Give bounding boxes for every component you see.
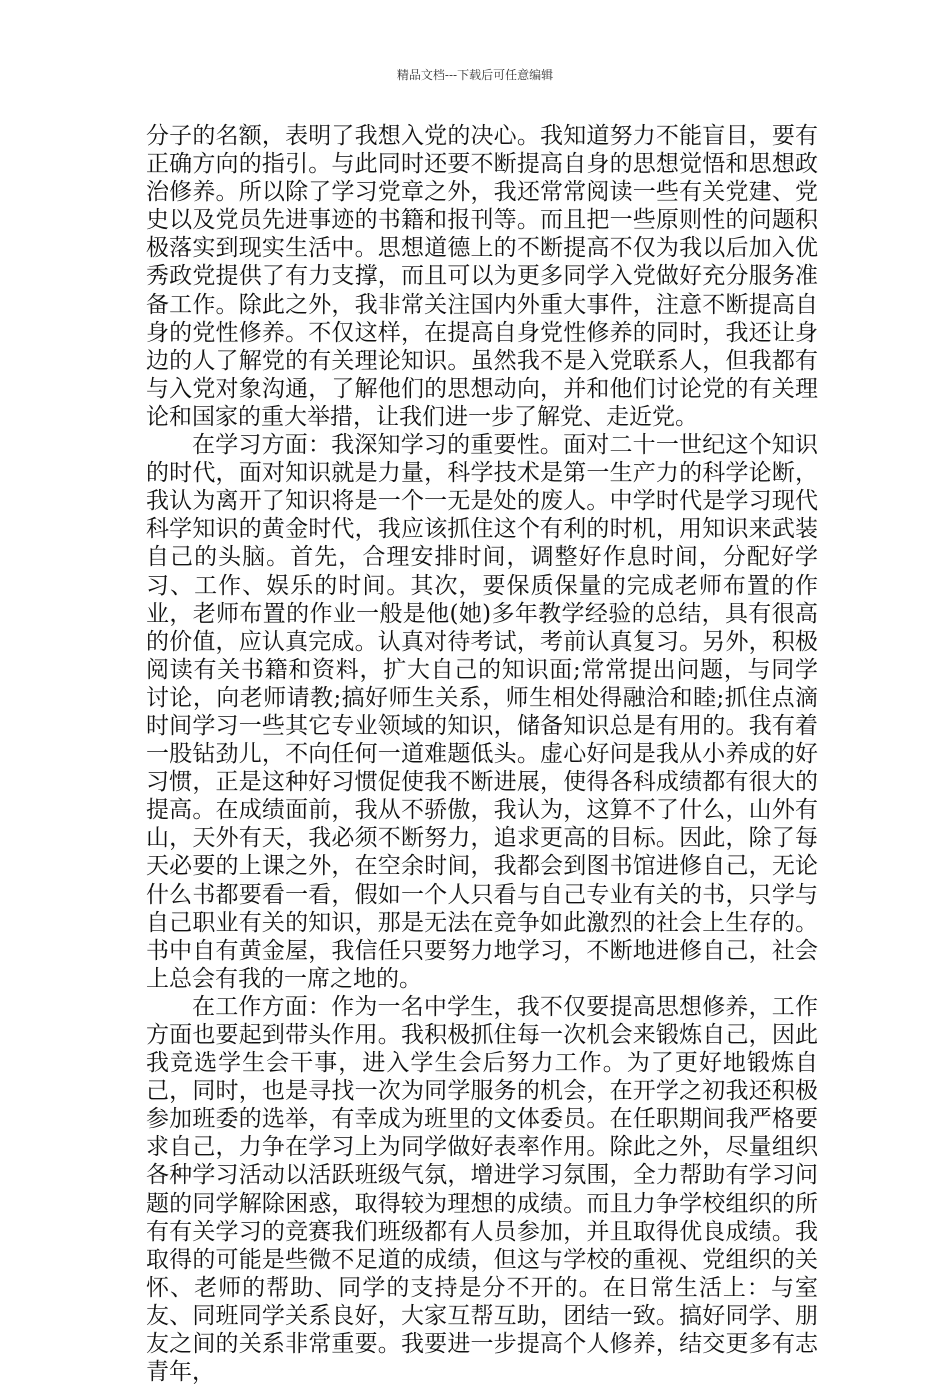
paragraph-study: 在学习方面：我深知学习的重要性。面对二十一世纪这个知识的时代，面对知识就是力量，科学技术是第一生产力的科学论断，我认为离开了知识将是一个一无是处的废人。中学时代是学习现代科学知识的黄金时代，我应该抓住这个有利的时机，用知识来武装自己的头脑。首先，合理安排时间，调整好作息时间，分配好学习、工作、娱乐的时间。其次，要保质保量的完成老师布置的作业，老师布置的作业一般是他(她)多年教学经验的总结，具有很高的价值，应认真完成。认真对待考试，考前认真复习。另外，积极阅读有关书籍和资料，扩大自己的知识面;常常提出问题，与同学讨论，向老师请教;搞好师生关系，师生相处得融洽和睦;抓住点滴时间学习一些其它专业领域的知识，储备知识总是有用的。我有着一股钻劲儿，不向任何一道难题低头。虚心好问是我从小养成的好习惯，正是这种好习惯促使我不断进展，使得各科成绩都有很大的提高。在成绩面前，我从不骄傲，我认为，这算不了什么，山外有山，天外有天，我必须不断努力，追求更高的目标。因此，除了每天必要的上课之外，在空余时间，我都会到图书馆进修自己，无论什么书都要看一看，假如一个人只看与自己专业有关的书，只学与自己职业有关的知识，那是无法在竞争如此激烈的社会上生存的。书中自有黄金屋，我信任只要努力地学习，不断地进修自己，社会上总会有我的一席之地的。 xyxy=(146,432,818,992)
page-header: 精品文档---下载后可任意编辑 xyxy=(396,68,554,82)
document-body xyxy=(146,122,818,1386)
paragraph-work: 在工作方面：作为一名中学生，我不仅要提高思想修养，工作方面也要起到带头作用。我积极抓住每一次机会来锻炼自己，因此我竞选学生会干事，进入学生会后努力工作。为了更好地锻炼自己，同时，也是寻找一次为同学服务的机会，在开学之初我还积极参加班委的选举，有幸成为班里的文体委员。在任职期间我严格要求自己，力争在学习上为同学做好表率作用。除此之外，尽量组织各种学习活动以活跃班级气氛，增进学习氛围，全力帮助有学习问题的同学解除困惑，取得较为理想的成绩。而且力争学校组织的所有有关学习的竞赛我们班级都有人员参加，并且取得优良成绩。我取得的可能是些微不足道的成绩，但这与学校的重视、党组织的关怀、老师的帮助、同学的支持是分不开的。在日常生活上：与室友、同班同学关系良好，大家互帮互助，团结一致。搞好同学、朋友之间的关系非常重要。我要进一步提高个人修养，结交更多有志青年， xyxy=(146,993,818,1386)
paragraph-party-continuation: 分子的名额，表明了我想入党的决心。我知道努力不能盲目，要有正确方向的指引。与此同时还要不断提高自身的思想觉悟和思想政治修养。所以除了学习党章之外，我还常常阅读一些有关党建、党史以及党员先进事迹的书籍和报刊等。而且把一些原则性的问题积极落实到现实生活中。思想道德上的不断提高不仅为我以后加入优秀政党提供了有力支撑，而且可以为更多同学入党做好充分服务准备工作。除此之外，我非常关注国内外重大事件，注意不断提高自身的党性修养。不仅这样，在提高自身党性修养的同时，我还让身边的人了解党的有关理论知识。虽然我不是入党联系人，但我都有与入党对象沟通，了解他们的思想动向，并和他们讨论党的有关理论和国家的重大举措，让我们进一步了解党、走近党。 xyxy=(146,123,818,430)
